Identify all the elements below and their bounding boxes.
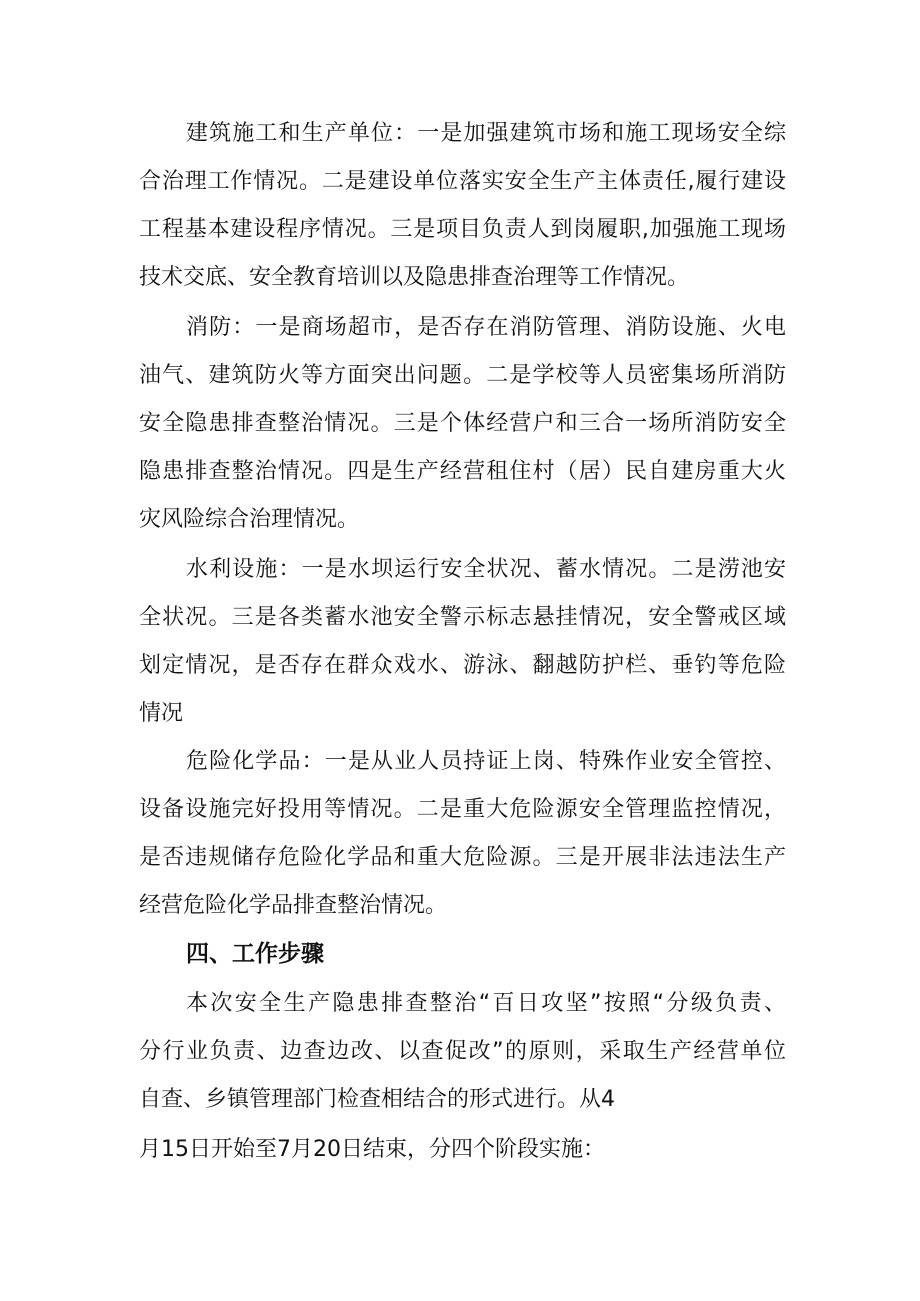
paragraph-chemicals-line-4: 经营危险化学品排查整治情况。 — [139, 893, 448, 918]
paragraph-water-line-3: 划定情况，是否存在群众戏水、游泳、翻越防护栏、垂钓等危险 — [139, 653, 786, 678]
paragraph-fire-line-3: 安全隐患排查整治情况。三是个体经营户和三合一场所消防安全 — [139, 411, 786, 436]
paragraph-water-line-1: 水利设施：一是水坝运行安全状况、蓄水情况。二是涝池安 — [186, 557, 786, 582]
paragraph-construction-line-2: 合治理工作情况。二是建设单位落实安全生产主体责任,履行建设 — [139, 169, 786, 194]
paragraph-chemicals-line-2: 设备设施完好投用等情况。二是重大危险源安全管理监控情况， — [139, 797, 786, 822]
paragraph-steps-line-4: 月15日开始至7月20日结束，分四个阶段实施： — [139, 1137, 605, 1162]
paragraph-construction-line-1: 建筑施工和生产单位：一是加强建筑市场和施工现场安全综 — [186, 121, 786, 146]
paragraph-fire-line-4: 隐患排查整治情况。四是生产经营租住村（居）民自建房重大火 — [139, 459, 786, 484]
paragraph-chemicals-line-3: 是否违规储存危险化学品和重大危险源。三是开展非法违法生产 — [139, 845, 786, 870]
paragraph-water-line-2: 全状况。三是各类蓄水池安全警示标志悬挂情况，安全警戒区域 — [139, 605, 786, 630]
section-heading-work-steps: 四、工作步骤 — [186, 941, 324, 967]
paragraph-steps-line-1: 本次安全生产隐患排查整治“百日攻坚”按照“分级负责、 — [186, 991, 786, 1016]
paragraph-chemicals-line-1: 危险化学品：一是从业人员持证上岗、特殊作业安全管控、 — [186, 749, 786, 774]
paragraph-fire-line-2: 油气、建筑防火等方面突出问题。二是学校等人员密集场所消防 — [139, 363, 786, 388]
paragraph-fire-line-5: 灾风险综合治理情况。 — [139, 507, 360, 532]
paragraph-steps-line-2: 分行业负责、边查边改、以查促改”的原则，采取生产经营单位 — [139, 1039, 786, 1064]
paragraph-construction-line-3: 工程基本建设程序情况。三是项目负责人到岗履职,加强施工现场 — [139, 217, 786, 242]
paragraph-construction-line-4: 技术交底、安全教育培训以及隐患排查治理等工作情况。 — [139, 265, 690, 290]
paragraph-water-line-4: 情况 — [139, 701, 184, 726]
paragraph-fire-line-1: 消防：一是商场超市，是否存在消防管理、消防设施、火电 — [186, 315, 786, 340]
paragraph-steps-line-3: 自查、乡镇管理部门检查相结合的形式进行。从4 — [139, 1087, 615, 1112]
